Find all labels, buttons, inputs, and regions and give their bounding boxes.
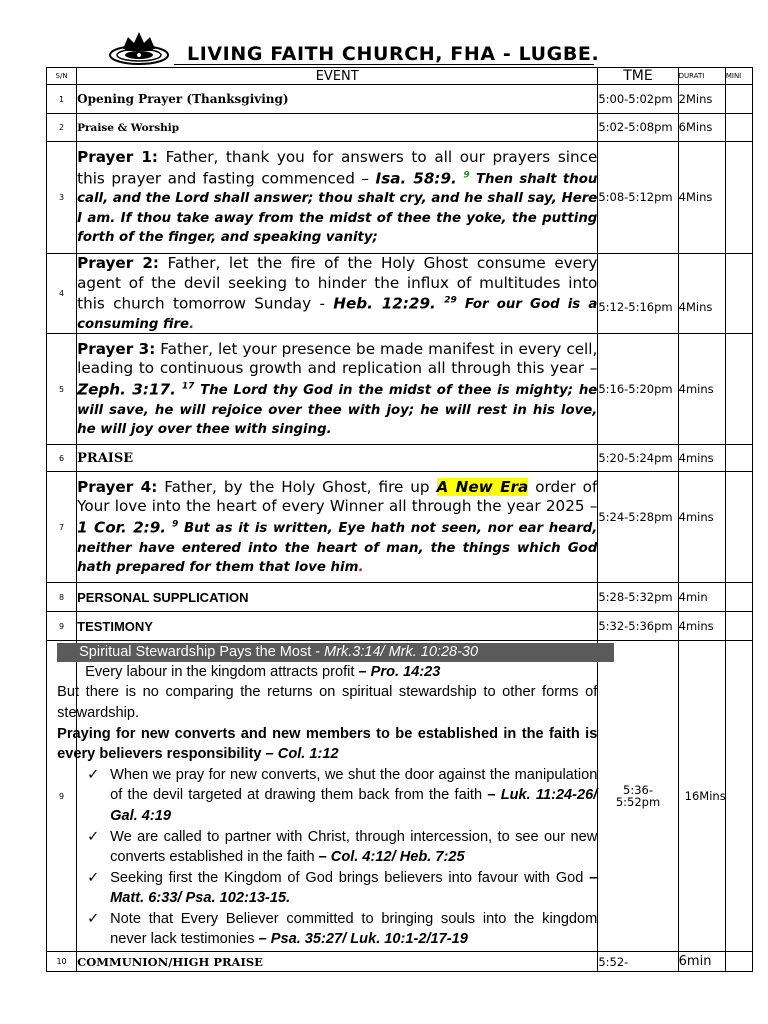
checkmark-icon: ✓ (87, 766, 100, 783)
row-sn: 1 (47, 85, 77, 114)
row-event: Praise & Worship (77, 114, 598, 142)
row-event: PERSONAL SUPPLICATION (77, 583, 598, 612)
checkmark-icon: ✓ (87, 869, 100, 886)
row-minister (725, 641, 752, 952)
row-event: TESTIMONY (77, 612, 598, 641)
list-item: ✓ When we pray for new converts, we shut the door against the manipulation of the devil targeted at drawing them back from the faith – Luk. 11:24-26/ Gal. 4:19 (87, 766, 598, 824)
table-row (47, 334, 753, 445)
list-item: ✓ Seeking first the Kingdom of God brings believers into favour with God – Matt. 6:33/ Psa. 102:13-15. (87, 869, 598, 907)
checkmark-icon: ✓ (87, 910, 100, 927)
row-sn: 9 (47, 612, 77, 641)
checkmark-icon: ✓ (87, 828, 100, 845)
prayer-2: Prayer 2: Father, let the fire of the Holy Ghost consume every agent of the devil seeking to hinder the influx of multitudes into this church tomorrow Sunday - Heb. 12:29. $^{29}$ For our God is a consuming fire. (77, 254, 598, 332)
row-sn: 10 (47, 952, 77, 972)
row-sn: 7 (47, 472, 77, 583)
header-event: EVENT (77, 68, 598, 85)
row-minister (725, 114, 752, 142)
header-duration: DURATI (678, 68, 725, 85)
row-minister (725, 583, 752, 612)
stewardship-heading: Spiritual Stewardship Pays the Most - Mrk.3:14/ Mrk. 10:28-30 (57, 643, 614, 662)
row-time: 5:12-5:16pm (598, 254, 678, 334)
header-sn: S/N (47, 68, 77, 85)
row-duration: 4min (678, 583, 725, 612)
row-duration: 16Mins (678, 641, 725, 952)
table-row (47, 445, 753, 472)
header-time: TME (598, 68, 678, 85)
row-minister (725, 612, 752, 641)
row-duration: 4mins (678, 445, 725, 472)
row-sn: 2 (47, 114, 77, 142)
table-row (47, 612, 753, 641)
highlight-new-era: A New Era (436, 477, 529, 496)
row-minister (725, 142, 752, 254)
row-sn: 3 (47, 142, 77, 254)
row-minister (725, 85, 752, 114)
row-duration: 4mins (678, 612, 725, 641)
table-row (47, 641, 753, 952)
prayer-1: Prayer 1: Father, thank you for answers to all our prayers since this prayer and fasting commenced – Isa. 58:9. $^9$ Then shalt thou call, and the Lord shall answer; thou shalt cry, and he shall say, Here I am. If thou take away from the midst of thee the yoke, the putting forth of the finger, and speaking vanity; (77, 142, 598, 254)
row-time: 5:24-5:28pm (598, 472, 678, 583)
page-header (0, 26, 768, 68)
row-minister (725, 334, 752, 445)
row-time: 5:08-5:12pm (598, 142, 678, 254)
table-header-row (47, 68, 753, 85)
row-time: 5:16-5:20pm (598, 334, 678, 445)
row-duration: 4mins (678, 334, 725, 445)
prayer-4: Prayer 4: Father, by the Holy Ghost, fire up A New Era order of Your love into the heart of every Winner all through the year 2025 – 1 Cor. 2:9. $^9$ But as it is written, Eye hath not seen, nor ear heard, neither have entered into the heart of man, the things which God hath prepared for them that love him. (77, 472, 598, 583)
stewardship-paragraph: But there is no comparing the returns on spiritual stewardship to other forms of stewardship. (57, 684, 598, 721)
list-item: ✓ We are called to partner with Christ, through intercession, to see our new converts established in the faith – Col. 4:12/ Heb. 7:25 (87, 828, 598, 866)
row-time: 5:02-5:08pm (598, 114, 678, 142)
list-item: ✓ Note that Every Believer committed to bringing souls into the kingdom never lack testimonies – Psa. 35:27/ Luk. 10:1-2/17-19 (87, 910, 598, 948)
row-event: PRAISE (77, 445, 598, 472)
row-event: Opening Prayer (Thanksgiving) (77, 85, 598, 114)
table-row (47, 472, 753, 583)
stewardship-bold-paragraph: Praying for new converts and new members to be established in the faith is every believers responsibility – Col. 1:12 (57, 725, 598, 763)
row-time: 5:52- (598, 952, 678, 972)
table-row (47, 114, 753, 142)
row-time: 5:36-5:52pm (598, 641, 678, 952)
program-table (46, 67, 753, 972)
row-duration: 4mins (678, 472, 725, 583)
table-row (47, 952, 753, 972)
church-logo-icon (108, 29, 170, 67)
table-row (47, 142, 753, 254)
church-title: LIVING FAITH CHURCH, FHA - LUGBE. (187, 43, 600, 65)
row-time: 5:00-5:02pm (598, 85, 678, 114)
row-minister (725, 445, 752, 472)
row-duration: 4Mins (678, 254, 725, 334)
stewardship-section (57, 641, 598, 952)
header-minister: MINI (725, 68, 752, 85)
prayer-3: Prayer 3: Father, let your presence be made manifest in every cell, leading to continuous growth and replication all through this year – Zeph. 3:17. $^{17}$ The Lord thy God in the midst of thee is mighty; he will save, he will rejoice over thee with joy; he will rest in his love, he will joy over thee with singing. (77, 334, 598, 445)
row-time: 5:32-5:36pm (598, 612, 678, 641)
row-sn: 6 (47, 445, 77, 472)
stewardship-bullets (77, 765, 597, 950)
row-duration: 6min (678, 952, 725, 972)
row-sn: 5 (47, 334, 77, 445)
row-time: 5:28-5:32pm (598, 583, 678, 612)
row-duration: 2Mins (678, 85, 725, 114)
title-underline (174, 64, 594, 65)
row-minister (725, 254, 752, 334)
table-row (47, 85, 753, 114)
row-duration: 4Mins (678, 142, 725, 254)
row-sn: 4 (47, 254, 77, 334)
row-time: 5:20-5:24pm (598, 445, 678, 472)
row-sn: 8 (47, 583, 77, 612)
table-row (47, 254, 753, 334)
row-event: COMMUNION/HIGH PRAISE (77, 952, 598, 972)
row-sn: 9 (47, 641, 77, 952)
table-row (47, 583, 753, 612)
row-minister (725, 952, 752, 972)
row-minister (725, 472, 752, 583)
stewardship-line: Every labour in the kingdom attracts profit – Pro. 14:23 (85, 663, 441, 680)
row-duration: 6Mins (678, 114, 725, 142)
